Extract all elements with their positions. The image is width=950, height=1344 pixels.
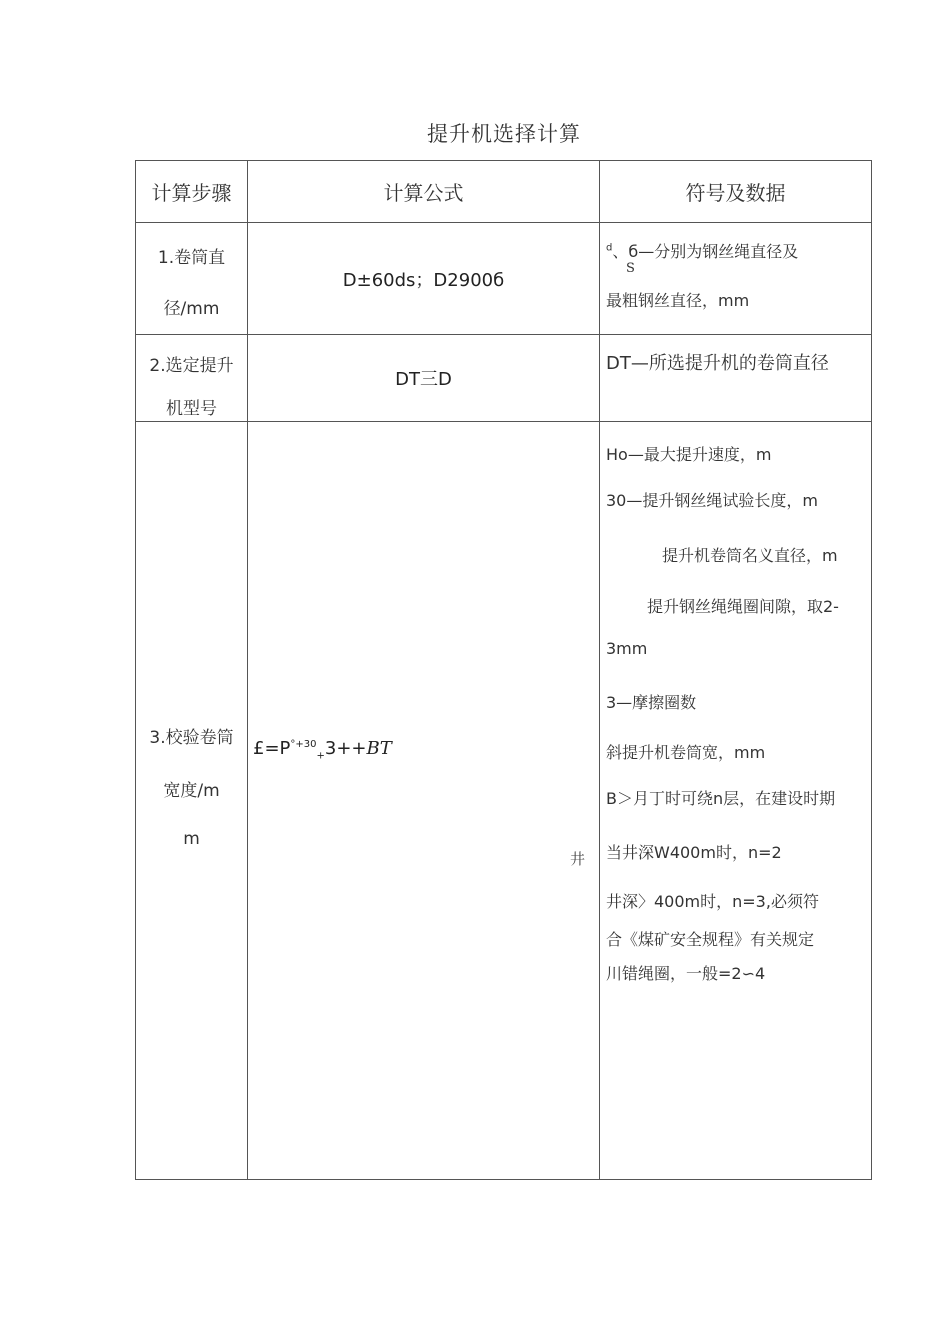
note-3-line-11: 合《煤矿安全规程》有关规定 [606,930,815,949]
note-3-line-4: 提升钢丝绳绳圈间隙，取2- [647,597,839,616]
note-3-line-7: 斜提升机卷筒宽，mm [606,743,766,762]
calculation-table [135,160,872,1180]
note-3-line-5: 3mm [606,639,648,658]
note-2-line-1: DT—所选提升机的卷筒直径 [606,353,829,374]
formula-cell-3 [248,422,600,1180]
note-1-line-1: 、б—分别为钢丝绳直径及 [612,242,799,261]
header-step: 计算步骤 [136,161,248,223]
note-3-line-6: 3—摩擦圈数 [606,693,697,712]
note-1-sup: d [606,242,613,254]
step-cell-2 [136,335,248,422]
formula-cell-2 [248,335,600,422]
note-3-line-9: 当井深W400m时，n=2 [606,843,782,862]
header-symbols: 符号及数据 [600,161,872,223]
step-3-line-3: m [183,828,200,849]
formula-2: DT三D [395,369,452,390]
step-1-line-1: 1.卷筒直 [157,248,226,268]
step-3-line-1: 3.校验卷筒 [149,727,234,748]
formula-3: $£=P^{^\circ+30}_+3++BT$ [253,738,392,762]
table-row [136,223,872,335]
note-1-line-2: 最粗钢丝直径，mm [606,291,750,310]
note-3-line-2: 30—提升钢丝绳试验长度，m [606,491,818,510]
notes-cell-3 [600,422,872,1180]
step-3-line-2: 宽度/m [163,780,220,801]
page-title: 提升机选择计算 [427,122,581,146]
note-3-line-8: B＞月丁时可绕n层，在建设时期 [606,789,836,808]
formula-3-side-char: 井 [569,850,585,868]
notes-cell-2 [600,335,872,422]
note-3-line-1: Ho—最大提升速度，m [606,445,772,464]
note-1-line-1b: S [626,261,635,276]
formula-1: D±60ds；D2900б [342,269,505,291]
step-cell-3 [136,422,248,1180]
step-cell-1 [136,223,248,335]
note-3-line-3: 提升机卷筒名义直径，m [662,546,838,565]
step-1-line-2: 径/mm [163,299,220,319]
table-row [136,335,872,422]
note-3-line-10: 井深〉400m时，n=3,必须符 [606,892,819,911]
notes-cell-1 [600,223,872,335]
step-2-line-2: 机型号 [166,399,217,419]
table-row [136,422,872,1180]
step-2-line-1: 2.选定提升 [149,356,234,376]
header-formula: 计算公式 [248,161,600,223]
formula-cell-1 [248,223,600,335]
table-header-row [136,161,872,223]
note-3-line-12: 川错绳圈，一般=2∽4 [606,964,766,983]
